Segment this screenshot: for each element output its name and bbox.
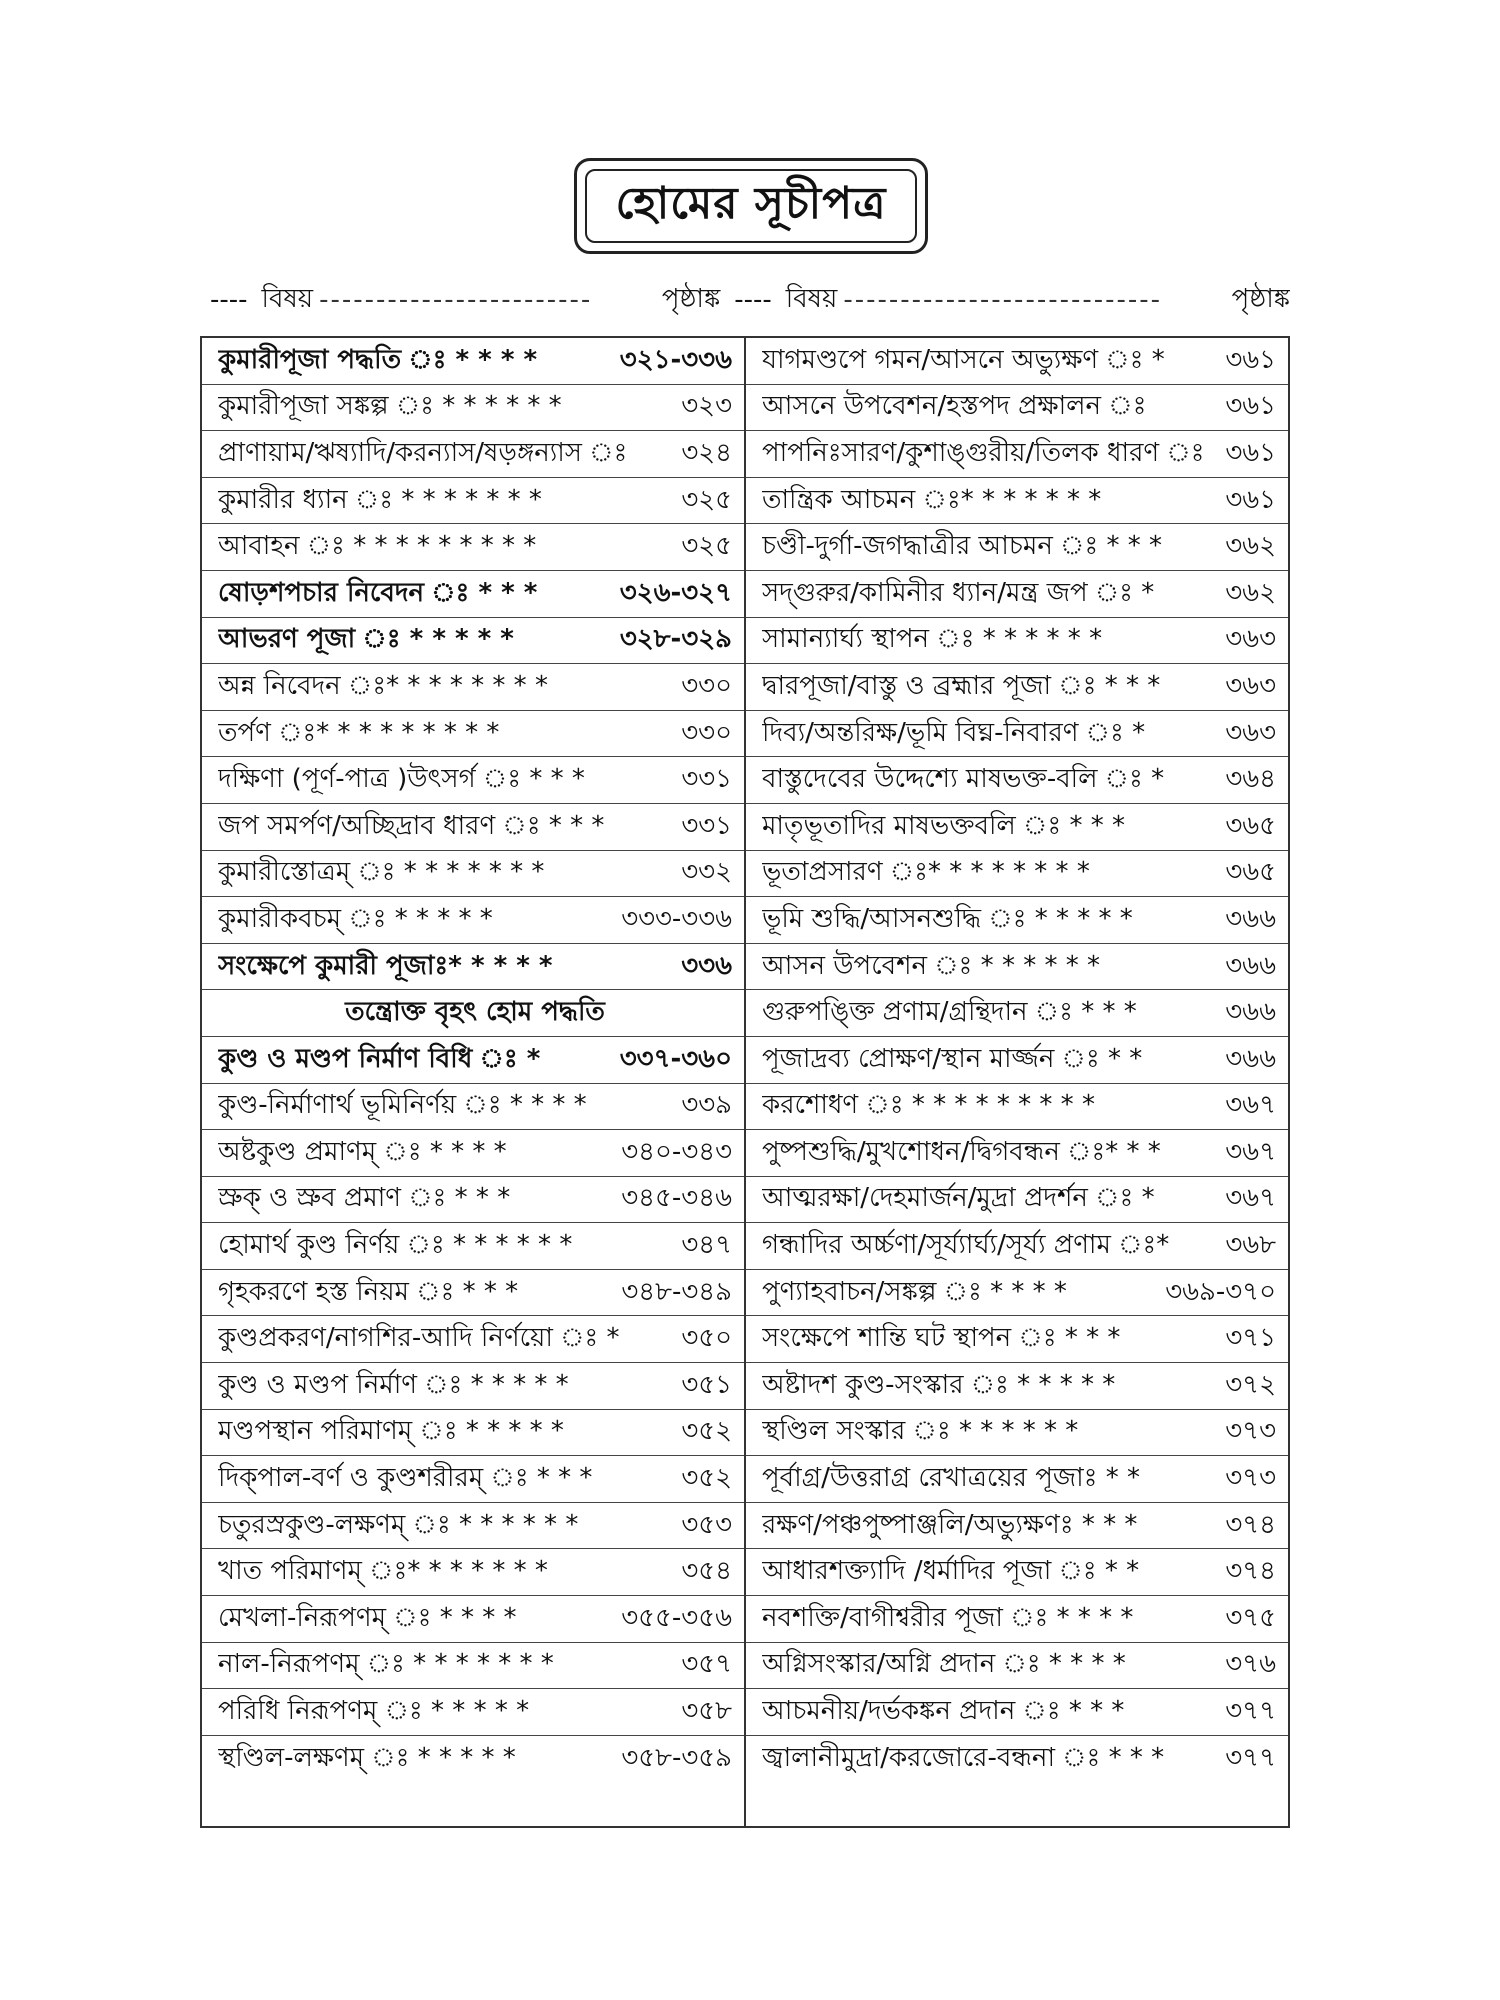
entry-page: ৩৩১	[681, 810, 732, 841]
entry-title: মাতৃভূতাদির মাষভক্তবলি ঃ * * *	[762, 810, 1125, 841]
toc-entry	[746, 1316, 1288, 1363]
entry-page: ৩৪৫-৩৪৬	[621, 1183, 732, 1214]
toc-entry	[202, 1084, 744, 1131]
entry-page: ৩৭৩	[1225, 1463, 1276, 1494]
entry-title: গৃহকরণে হস্ত নিয়ম ঃ * * *	[218, 1276, 519, 1307]
entry-title: স্থণ্ডিল সংস্কার ঃ * * * * * *	[762, 1416, 1079, 1447]
entry-page: ৩২৪	[681, 437, 732, 468]
entry-title: জ্বালানীমুদ্রা/করজোরে-বন্ধনা ঃ * * *	[762, 1743, 1165, 1774]
toc-entry	[202, 385, 744, 432]
toc-section-heading	[202, 990, 744, 1037]
toc-entry	[202, 804, 744, 851]
entry-page: ৩৭৭	[1225, 1696, 1276, 1727]
toc-entry	[746, 524, 1288, 571]
entry-page: ৩৬৩	[1225, 624, 1276, 655]
entry-title: আধারশক্ত্যাদি /ধর্মাদির পূজা ঃ * *	[762, 1556, 1140, 1587]
entry-title: নাল-নিরূপণম্ ঃ * * * * * * *	[218, 1649, 554, 1680]
toc-entry	[202, 711, 744, 758]
entry-page: ৩৬৫	[1225, 810, 1276, 841]
entry-page: ৩৬১	[1225, 344, 1276, 375]
header-dashes-left: ------------------------	[319, 285, 593, 315]
toc-entry	[202, 1316, 744, 1363]
entry-title: কুমারীস্তোত্রম্ ঃ * * * * * * *	[218, 857, 545, 888]
toc-entry	[202, 1223, 744, 1270]
column-header	[210, 280, 1290, 320]
entry-title: কুমারীপূজা সঙ্কল্প ঃ * * * * * *	[218, 391, 562, 422]
entry-title: সংক্ষেপে শান্তি ঘট স্থাপন ঃ * * *	[762, 1323, 1121, 1354]
entry-page: ৩৬৮	[1225, 1230, 1276, 1261]
toc-entry	[202, 944, 744, 991]
entry-title: চতুরস্রকুণ্ড-লক্ষণম্ ঃ * * * * * *	[218, 1509, 579, 1540]
toc-entry	[746, 571, 1288, 618]
toc-entry	[202, 1643, 744, 1690]
entry-page: ৩৫০	[681, 1323, 732, 1354]
entry-title: সামান্যার্ঘ্য স্থাপন ঃ * * * * * *	[762, 624, 1103, 655]
entry-page: ৩৩১	[681, 764, 732, 795]
entry-page: ৩৭২	[1225, 1369, 1276, 1400]
entry-page: ৩২৫	[681, 484, 732, 515]
entry-page: ৩৭৭	[1225, 1743, 1276, 1774]
entry-page: ৩৬৭	[1225, 1136, 1276, 1167]
entry-page: ৩৫৪	[681, 1556, 732, 1587]
entry-title: পুষ্পশুদ্ধি/মুখশোধন/দ্বিগবন্ধন ঃ* * *	[762, 1136, 1161, 1167]
entry-page: ৩৫৭	[681, 1649, 732, 1680]
entry-page: ৩৬২	[1225, 531, 1276, 562]
toc-entry	[202, 618, 744, 665]
toc-entry	[202, 1549, 744, 1596]
entry-page: ৩২৫	[681, 531, 732, 562]
toc-entry	[746, 385, 1288, 432]
toc-entry	[746, 990, 1288, 1037]
entry-title: তন্ত্রোক্ত বৃহৎ হোম পদ্ধতি	[345, 997, 605, 1028]
entry-page: ৩৫৫-৩৫৬	[621, 1602, 732, 1633]
entry-title: পাপনিঃসারণ/কুশাঙ্গুরীয়/তিলক ধারণ ঃ	[762, 437, 1205, 468]
entry-page: ৩৬৭	[1225, 1090, 1276, 1121]
toc-entry	[746, 431, 1288, 478]
entry-page: ৩৬৪	[1225, 764, 1276, 795]
entry-page: ৩৬৭	[1225, 1183, 1276, 1214]
header-dash-right: ----	[734, 285, 772, 315]
entry-title: অন্ন নিবেদন ঃ* * * * * * * *	[218, 670, 548, 701]
entry-title: আত্মরক্ষা/দেহমার্জন/মুদ্রা প্রদর্শন ঃ *	[762, 1183, 1155, 1214]
toc-entry	[746, 1689, 1288, 1736]
entry-page: ৩৩৩-৩৩৬	[621, 903, 732, 934]
entry-title: স্থণ্ডিল-লক্ষণম্ ঃ * * * * *	[218, 1743, 516, 1774]
toc-entry	[202, 478, 744, 525]
entry-page: ৩৬৬	[1225, 950, 1276, 981]
entry-title: পরিধি নিরূপণম্ ঃ * * * * *	[218, 1696, 530, 1727]
header-subject-label-right: বিষয়	[785, 284, 838, 314]
toc-entry	[746, 1503, 1288, 1550]
entry-title: চণ্ডী-দুর্গা-জগদ্ধাত্রীর আচমন ঃ * * *	[762, 531, 1163, 562]
toc-entry	[202, 1410, 744, 1457]
entry-title: করশোধণ ঃ * * * * * * * * *	[762, 1090, 1095, 1121]
entry-page: ৩৭৩	[1225, 1416, 1276, 1447]
toc-entry	[202, 1503, 744, 1550]
toc-entry	[746, 711, 1288, 758]
toc-entry	[202, 664, 744, 711]
entry-title: আসন উপবেশন ঃ * * * * * *	[762, 950, 1101, 981]
entry-page: ৩৫৩	[681, 1509, 732, 1540]
entry-page: ৩৬৫	[1225, 857, 1276, 888]
entry-title: ষোড়শপচার নিবেদন ঃ * * *	[218, 577, 538, 608]
header-subject-label: বিষয়	[261, 284, 314, 314]
entry-title: অষ্টকুণ্ড প্রমাণম্ ঃ * * * *	[218, 1136, 507, 1167]
entry-page: ৩৫২	[681, 1463, 732, 1494]
entry-page: ৩৫৮-৩৫৯	[621, 1743, 732, 1774]
entry-page: ৩৫৮	[681, 1696, 732, 1727]
entry-title: পূজাদ্রব্য প্রোক্ষণ/স্থান মার্জ্জন ঃ * *	[762, 1043, 1143, 1074]
entry-page: ৩৩০	[681, 670, 732, 701]
entry-page: ৩৬৬	[1225, 903, 1276, 934]
entry-page: ৩৭৬	[1225, 1649, 1276, 1680]
entry-title: রক্ষণ/পঞ্চপুষ্পাঞ্জলি/অভ্যুক্ষণঃ * * *	[762, 1509, 1138, 1540]
toc-entry	[746, 1363, 1288, 1410]
toc-entry	[202, 1596, 744, 1643]
toc-left-column	[202, 338, 746, 1826]
entry-title: ভূতাপ্রসারণ ঃ* * * * * * * *	[762, 857, 1090, 888]
entry-title: খাত পরিমাণম্ ঃ* * * * * * *	[218, 1556, 548, 1587]
entry-title: সংক্ষেপে কুমারী পূজাঃ* * * * *	[218, 950, 553, 981]
entry-title: মেখলা-নিরূপণম্ ঃ * * * *	[218, 1602, 517, 1633]
entry-page: ৩২৮-৩২৯	[619, 624, 732, 655]
entry-page: ৩৪৭	[681, 1230, 732, 1261]
toc-entry	[746, 1456, 1288, 1503]
entry-page: ৩৫১	[681, 1369, 732, 1400]
toc-entry	[746, 944, 1288, 991]
entry-page: ৩৬২	[1225, 577, 1276, 608]
toc-entry	[746, 897, 1288, 944]
entry-page: ৩৪০-৩৪৩	[621, 1136, 732, 1167]
toc-entry	[202, 431, 744, 478]
toc-entry	[202, 1689, 744, 1736]
header-dash: ----	[210, 285, 248, 315]
toc-entry	[202, 851, 744, 898]
toc-entry	[202, 1270, 744, 1317]
entry-page: ৩৭৪	[1225, 1556, 1276, 1587]
entry-title: দিব্য/অন্তরিক্ষ/ভূমি বিঘ্ন-নিবারণ ঃ *	[762, 717, 1146, 748]
entry-title: কুণ্ড ও মণ্ডপ নির্মাণ ঃ * * * * *	[218, 1369, 569, 1400]
header-page-label-right: পৃষ্ঠাঙ্ক	[1231, 284, 1290, 314]
toc-entry	[746, 1736, 1288, 1783]
toc-entry	[202, 1363, 744, 1410]
entry-page: ৩৩৬	[681, 950, 732, 981]
toc-entry	[746, 1037, 1288, 1084]
entry-page: ৩৬১	[1225, 437, 1276, 468]
toc-entry	[202, 1177, 744, 1224]
toc-entry	[746, 338, 1288, 385]
toc-entry	[746, 757, 1288, 804]
entry-title: আসনে উপবেশন/হস্তপদ প্রক্ষালন ঃ	[762, 391, 1147, 422]
entry-page: ৩৩২	[681, 857, 732, 888]
entry-title: যাগমণ্ডপে গমন/আসনে অভ্যুক্ষণ ঃ *	[762, 344, 1165, 375]
toc-entry	[202, 897, 744, 944]
entry-title: দক্ষিণা (পূর্ণ-পাত্র )উৎসর্গ ঃ * * *	[218, 764, 585, 795]
toc-entry	[746, 1549, 1288, 1596]
entry-page: ৩৩৭-৩৬০	[619, 1043, 732, 1074]
toc-entry	[202, 1130, 744, 1177]
toc-entry	[746, 1410, 1288, 1457]
entry-title: আবাহন ঃ * * * * * * * * *	[218, 531, 537, 562]
entry-title: অষ্টাদশ কুণ্ড-সংস্কার ঃ * * * * *	[762, 1369, 1116, 1400]
toc-entry	[746, 478, 1288, 525]
toc-entry	[202, 1736, 744, 1783]
entry-title: গুরুপঙ্ক্তি প্রণাম/গ্রন্থিদান ঃ * * *	[762, 997, 1137, 1028]
entry-title: সদ্‌গুরুর/কামিনীর ধ্যান/মন্ত্র জপ ঃ *	[762, 577, 1155, 608]
toc-entry	[746, 804, 1288, 851]
entry-title: বাস্তুদেবের উদ্দেশ্যে মাষভক্ত-বলি ঃ *	[762, 764, 1165, 795]
entry-title: নবশক্তি/বাগীশ্বরীর পূজা ঃ * * * *	[762, 1602, 1134, 1633]
entry-title: কুণ্ড ও মণ্ডপ নির্মাণ বিধি ঃ *	[218, 1043, 541, 1074]
toc-entry	[746, 1223, 1288, 1270]
toc-entry	[746, 1643, 1288, 1690]
entry-page: ৩৬৬	[1225, 1043, 1276, 1074]
toc-entry	[202, 571, 744, 618]
entry-page: ৩৬৩	[1225, 670, 1276, 701]
header-dashes-right: ----------------------------	[843, 285, 1163, 315]
toc-entry	[746, 664, 1288, 711]
entry-title: কুণ্ড-নির্মাণার্থ ভূমিনির্ণয় ঃ * * * *	[218, 1090, 587, 1121]
entry-title: জপ সমর্পণ/অচ্ছিদ্রাব ধারণ ঃ * * *	[218, 810, 605, 841]
toc-entry	[202, 757, 744, 804]
toc-entry	[202, 1456, 744, 1503]
entry-title: তান্ত্রিক আচমন ঃ* * * * * * *	[762, 484, 1102, 515]
page-title: হোমের সূচীপত্র	[585, 169, 917, 243]
entry-title: তর্পণ ঃ* * * * * * * * *	[218, 717, 500, 748]
entry-page: ৩৩০	[681, 717, 732, 748]
entry-page: ৩২৬-৩২৭	[619, 577, 732, 608]
entry-page: ৩৭৫	[1225, 1602, 1276, 1633]
entry-page: ৩৩৯	[681, 1090, 732, 1121]
header-page-label: পৃষ্ঠাঙ্ক	[661, 284, 721, 314]
entry-title: পূর্বাগ্র/উত্তরাগ্র রেখাত্রয়ের পূজাঃ * *	[762, 1463, 1141, 1494]
entry-title: গন্ধাদির অর্চ্চণা/সূর্য্যার্ঘ্য/সূর্য্য প্রণাম ঃ*	[762, 1230, 1170, 1261]
entry-title: আচমনীয়/দর্ভকঙ্কন প্রদান ঃ * * *	[762, 1696, 1125, 1727]
entry-page: ৩৪৮-৩৪৯	[621, 1276, 732, 1307]
title-frame	[574, 158, 928, 254]
entry-title: কুমারীকবচম্ ঃ * * * * *	[218, 903, 493, 934]
toc-entry	[202, 524, 744, 571]
entry-page: ৩৬১	[1225, 391, 1276, 422]
toc-entry	[746, 1596, 1288, 1643]
toc-entry	[746, 1130, 1288, 1177]
entry-title: কুমারীর ধ্যান ঃ * * * * * * *	[218, 484, 542, 515]
toc-entry	[746, 1177, 1288, 1224]
entry-page: ৩৭১	[1225, 1323, 1276, 1354]
entry-page: ৩৬৬	[1225, 997, 1276, 1028]
entry-title: অগ্নিসংস্কার/অগ্নি প্রদান ঃ * * * *	[762, 1649, 1126, 1680]
entry-title: কুমারীপূজা পদ্ধতি ঃ * * * *	[218, 344, 538, 375]
toc-table	[200, 336, 1290, 1828]
toc-right-column	[746, 338, 1288, 1826]
toc-entry	[746, 618, 1288, 665]
toc-entry	[746, 1084, 1288, 1131]
entry-page: ৩৬৯-৩৭০	[1165, 1276, 1276, 1307]
toc-entry	[746, 1270, 1288, 1317]
toc-entry	[202, 338, 744, 385]
entry-title: হোমার্থ কুণ্ড নির্ণয় ঃ * * * * * *	[218, 1230, 573, 1261]
entry-title: স্রুক্ ও স্রুব প্রমাণ ঃ * * *	[218, 1183, 511, 1214]
toc-entry	[202, 1037, 744, 1084]
entry-title: প্রাণায়াম/ঋষ্যাদি/করন্যাস/ষড়ঙ্গন্যাস ঃ	[218, 437, 628, 468]
entry-page: ৩৬৩	[1225, 717, 1276, 748]
entry-title: ভূমি শুদ্ধি/আসনশুদ্ধি ঃ * * * * *	[762, 903, 1133, 934]
entry-title: পুণ্যাহবাচন/সঙ্কল্প ঃ * * * *	[762, 1276, 1067, 1307]
toc-entry	[746, 851, 1288, 898]
entry-page: ৩৬১	[1225, 484, 1276, 515]
entry-title: কুণ্ডপ্রকরণ/নাগশির-আদি নির্ণয়ো ঃ *	[218, 1323, 620, 1354]
entry-page: ৩২৩	[681, 391, 732, 422]
entry-title: মণ্ডপস্থান পরিমাণম্ ঃ * * * * *	[218, 1416, 564, 1447]
entry-page: ৩৫২	[681, 1416, 732, 1447]
entry-page: ৩৭৪	[1225, 1509, 1276, 1540]
entry-title: দ্বারপূজা/বাস্তু ও ব্রহ্মার পূজা ঃ * * *	[762, 670, 1161, 701]
entry-page: ৩২১-৩৩৬	[619, 344, 732, 375]
entry-title: আভরণ পূজা ঃ * * * * *	[218, 624, 514, 655]
entry-title: দিক্‌পাল-বর্ণ ও কুণ্ডশরীরম্ ঃ * * *	[218, 1463, 593, 1494]
